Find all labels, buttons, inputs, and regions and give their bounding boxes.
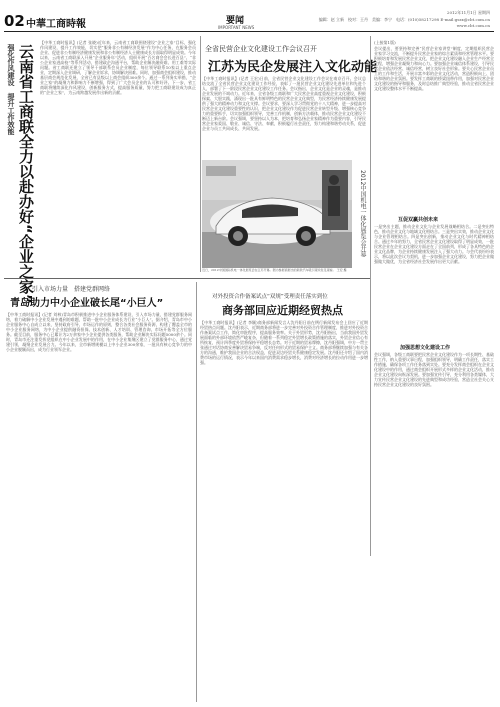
bottom-center-body: 【中华工商时报讯】(记者 李颖)商务部新闻发言人沈丹阳日前在例行新闻发布会上回应了近期经贸热点问题。沈丹阳表示，近期商务部将进一步完善对外投资合作管理制度，推进对外投资合作备案试点工作，简化审批程序，提高服务效率。关于外贸形势，沈丹阳指出，当前我国外贸发展面临的外部环境依然严峻复杂，但随着一系列稳定外贸增长政策措施的落实，外贸企业信心有所恢复，预计四季度外贸将保持平稳增长态势。对于近期的贸易摩擦，沈丹阳强调，中方一贯主张通过对话协商妥善解决贸易争端，反对任何形式的贸易保护主义。商务部将继续加强与有关各方的沟通，维护我国企业的合法权益，促进双边经贸关系健康稳定发展。沈丹阳还介绍了国内消费市场的运行情况，表示今年以来国内消费需求稳步增长，消费对经济增长的拉动作用进一步增强。 xyxy=(200,320,368,365)
right-column-body: 会议提出，要坚持和完善“民营企业家讲堂”制度，定期组织民营企业家学习交流，不断提升民营企业家的综合素质和经营管理水平。要积极培育和发展民营企业文化，把企业文化建设融入企业生产经营全过程，增强企业凝聚力和向心力。要加强企业诚信体系建设，引导民营企业依法经营、诚信经营，树立良好社会形象。要关心民营企业员工的工作和生活，开展丰富多彩的企业文化活动，营造积极向上、团结和谐的企业氛围。要发挥工商联的桥梁纽带作用，加强对民营企业文化建设的指导和服务，及时总结推广典型经验，推动全省民营企业文化建设整体水平不断提高。 xyxy=(374,46,494,91)
right-column-body-3: 会议强调，各级工商联要把民营企业文化建设作为一项长期性、基础性工作，纳入重要议事日程，加强组织领导，明确工作责任，落实工作措施，确保各项工作任务落到实处。要充分发挥商会组织在企业文化建设中的作用，通过商会组织开展形式多样的企业文化活动，推动企业文化建设向纵深发展。要加强宣传引导，充分利用各类媒体，大力宣传民营企业文化建设的先进典型和成功经验，营造全社会关心支持民营企业文化建设的良好氛围。 xyxy=(374,352,494,387)
divider-left-mid xyxy=(200,36,201,272)
section-title: 要闻 xyxy=(226,16,245,26)
photo-vertical-caption: 2012中国机电一体化展览会开幕 xyxy=(359,170,366,258)
left-article-kicker: 强化作风建设 提升工作效能 xyxy=(7,44,15,135)
paper-name: 中華工商時報 xyxy=(26,19,86,30)
main-story-kicker: 全省民营企业文化建设工作会议召开 xyxy=(205,45,317,53)
left-article-headline: 云南省工商联全力以赴办好“企业之家” xyxy=(17,44,35,304)
divider-horizontal xyxy=(4,278,370,279)
bottom-center-headline: 商务部回应近期经贸热点 xyxy=(222,304,343,317)
bottom-left-headline: 青岛助力中小企业破长尾“小巨人” xyxy=(10,298,164,309)
section-subtitle: IMPORTANT NEWS xyxy=(218,25,255,30)
masthead-editors: 编辑：赵 立新 校对：王丹 美编：李宁 电话：(010)58217298 E-mail:gszx@cbt.com.cn xyxy=(318,17,490,22)
car-exhibition-photo xyxy=(202,160,352,268)
right-column-subhead-1: 互促双赢共创未来 xyxy=(398,217,439,223)
main-story-body: 【中华工商时报讯】(记者 王宏)日前，全省民营企业文化建设工作会议在南京召开。会议总结交流了全省民营企业文化建设工作经验，表彰了一批民营企业文化建设先进单位和先进个人，部署了下一阶段民营企业文化建设工作任务。会议指出，企业文化是企业的灵魂，是推动企业发展的不竭动力。近年来，全省各级工商联和广大民营企业高度重视企业文化建设，积极探索、大胆实践，涌现出一批具有鲜明特色的民营企业文化典型，为民营经济持续健康发展提供了强大的精神动力和文化支撑。会议要求，要深入学习贯彻党的十八大精神，进一步提高对民营企业文化建设重要性的认识，把企业文化建设作为促进民营企业转型升级、增强核心竞争力的重要抓手，切实加强组织领导，完善工作机制，创新方法载体，推动民营企业文化建设不断迈上新台阶。会议强调，要坚持以人为本，把培育和弘扬企业家精神作为重要内容，引导民营企业家爱国、敬业、诚信、守法、奉献，积极履行社会责任，努力构建和谐劳动关系，促进企业与员工共同成长、共同发展。 xyxy=(202,76,366,131)
right-column-subhead-2: 加强思想文化建设工作 xyxy=(400,345,451,351)
right-column-body-2: 一是突出主题，推动企业文化与企业发展战略相结合。二是突出特色，推动企业文化与地域文化相结合。三是突出实效，推动企业文化与企业管理相结合。四是突出创新，推动企业文化与时代精神相结合。通过多年的努力，全省民营企业文化建设取得了明显成效，一批民营企业在企业文化建设方面走在了全国前列，形成了各具特色的企业文化品牌，为企业持续健康发展注入了强大动力。与会代表纷纷表示，将以此次会议为契机，进一步加强企业文化建设，努力把企业做强做大做优，为全省经济社会发展作出更大贡献。 xyxy=(374,224,494,264)
main-story-headline: 江苏为民企发展注入文化动能 xyxy=(208,60,378,75)
divider-mid-right xyxy=(370,36,371,556)
page-number: 02 xyxy=(4,12,25,30)
bottom-left-kicker: 引入市场力量 搭建党群网络 xyxy=(32,286,111,293)
bottom-left-body: 【中华工商时报讯】(记者 刘林)青岛市积极推进中小企业服务体系建设，引入市场力量，搭建党群服务网络，着力破解中小企业发展中遇到的难题，帮助一批中小企业成长为行业“小巨人”。据介绍，青岛市中小企业服务中心自成立以来，坚持政府引导、市场运作的原则，整合各类社会服务资源，构建了覆盖全市的中小企业服务网络，为中小企业提供融资担保、技术创新、人才培训、管理咨询、市场开拓等全方位服务。截至目前，服务中心已累计为2万余家中小企业提供各类服务，帮助企业解决实际问题5000余个。同时，青岛市还注重发挥党组织在中小企业发展中的作用，在中小企业集聚区建立了党群服务中心，通过党建引领，凝聚企业发展合力。今年以来，全市新增规模以上中小企业300余家，一批具有核心竞争力的中小企业脱颖而出，成为行业领军企业。 xyxy=(6,312,192,352)
left-article-body: 【中华工商时报讯】(记者 张晓)近年来，云南省工商联围绕建设“企业之家”目标，强化作风建设，提升工作效能，切实把“服务非公有制经济发展”作为中心任务，在服务会员企业、促进非公有制经济健康发展和非公有制经济人士健康成长方面取得明显成效。今年以来，云南省工商联深入开展“企业服务年”活动，组织开展“百名商会会长进百县”、“非公企业家进高校”等系列活动，搭建政企沟通平台，帮助企业解决融资难、用工难等实际问题。省工商联还建立了领导干部联系会员企业制度，每位领导联系10家以上重点企业，定期深入企业调研，了解企业诉求，协调解决困难。同时，加强商会组织建设，推动基层商会规范化发展，全省已有县级以上商会组织300余个。通过一系列务实举措，“企业之家”的凝聚力和影响力不断增强，得到了广大会员企业的认可和好评。下一步，省工商联将继续深化作风建设，创新服务方式，提高服务质量，努力把工商联建设成为真正的“企业之家”，为云南跨越发展作出新的贡献。 xyxy=(40,40,196,95)
bottom-center-kicker: 对外投资合作备案试点“双规”受理责任落实到位 xyxy=(212,294,328,300)
masthead xyxy=(0,0,500,32)
photo-caption: 近日，2012中国国际机电一体化展览会在江苏开幕。图为参展商展出的新款汽车吸引观众驻足观看。 王宏 摄 xyxy=(202,268,347,272)
masthead-rule xyxy=(4,31,494,32)
right-column-intro: (上接第1版) xyxy=(374,40,396,45)
masthead-site: www.cbt.com.cn xyxy=(456,23,490,28)
masthead-date: 2012年11月1日 星期四 xyxy=(446,10,490,15)
divider-bottom-left xyxy=(196,282,197,702)
